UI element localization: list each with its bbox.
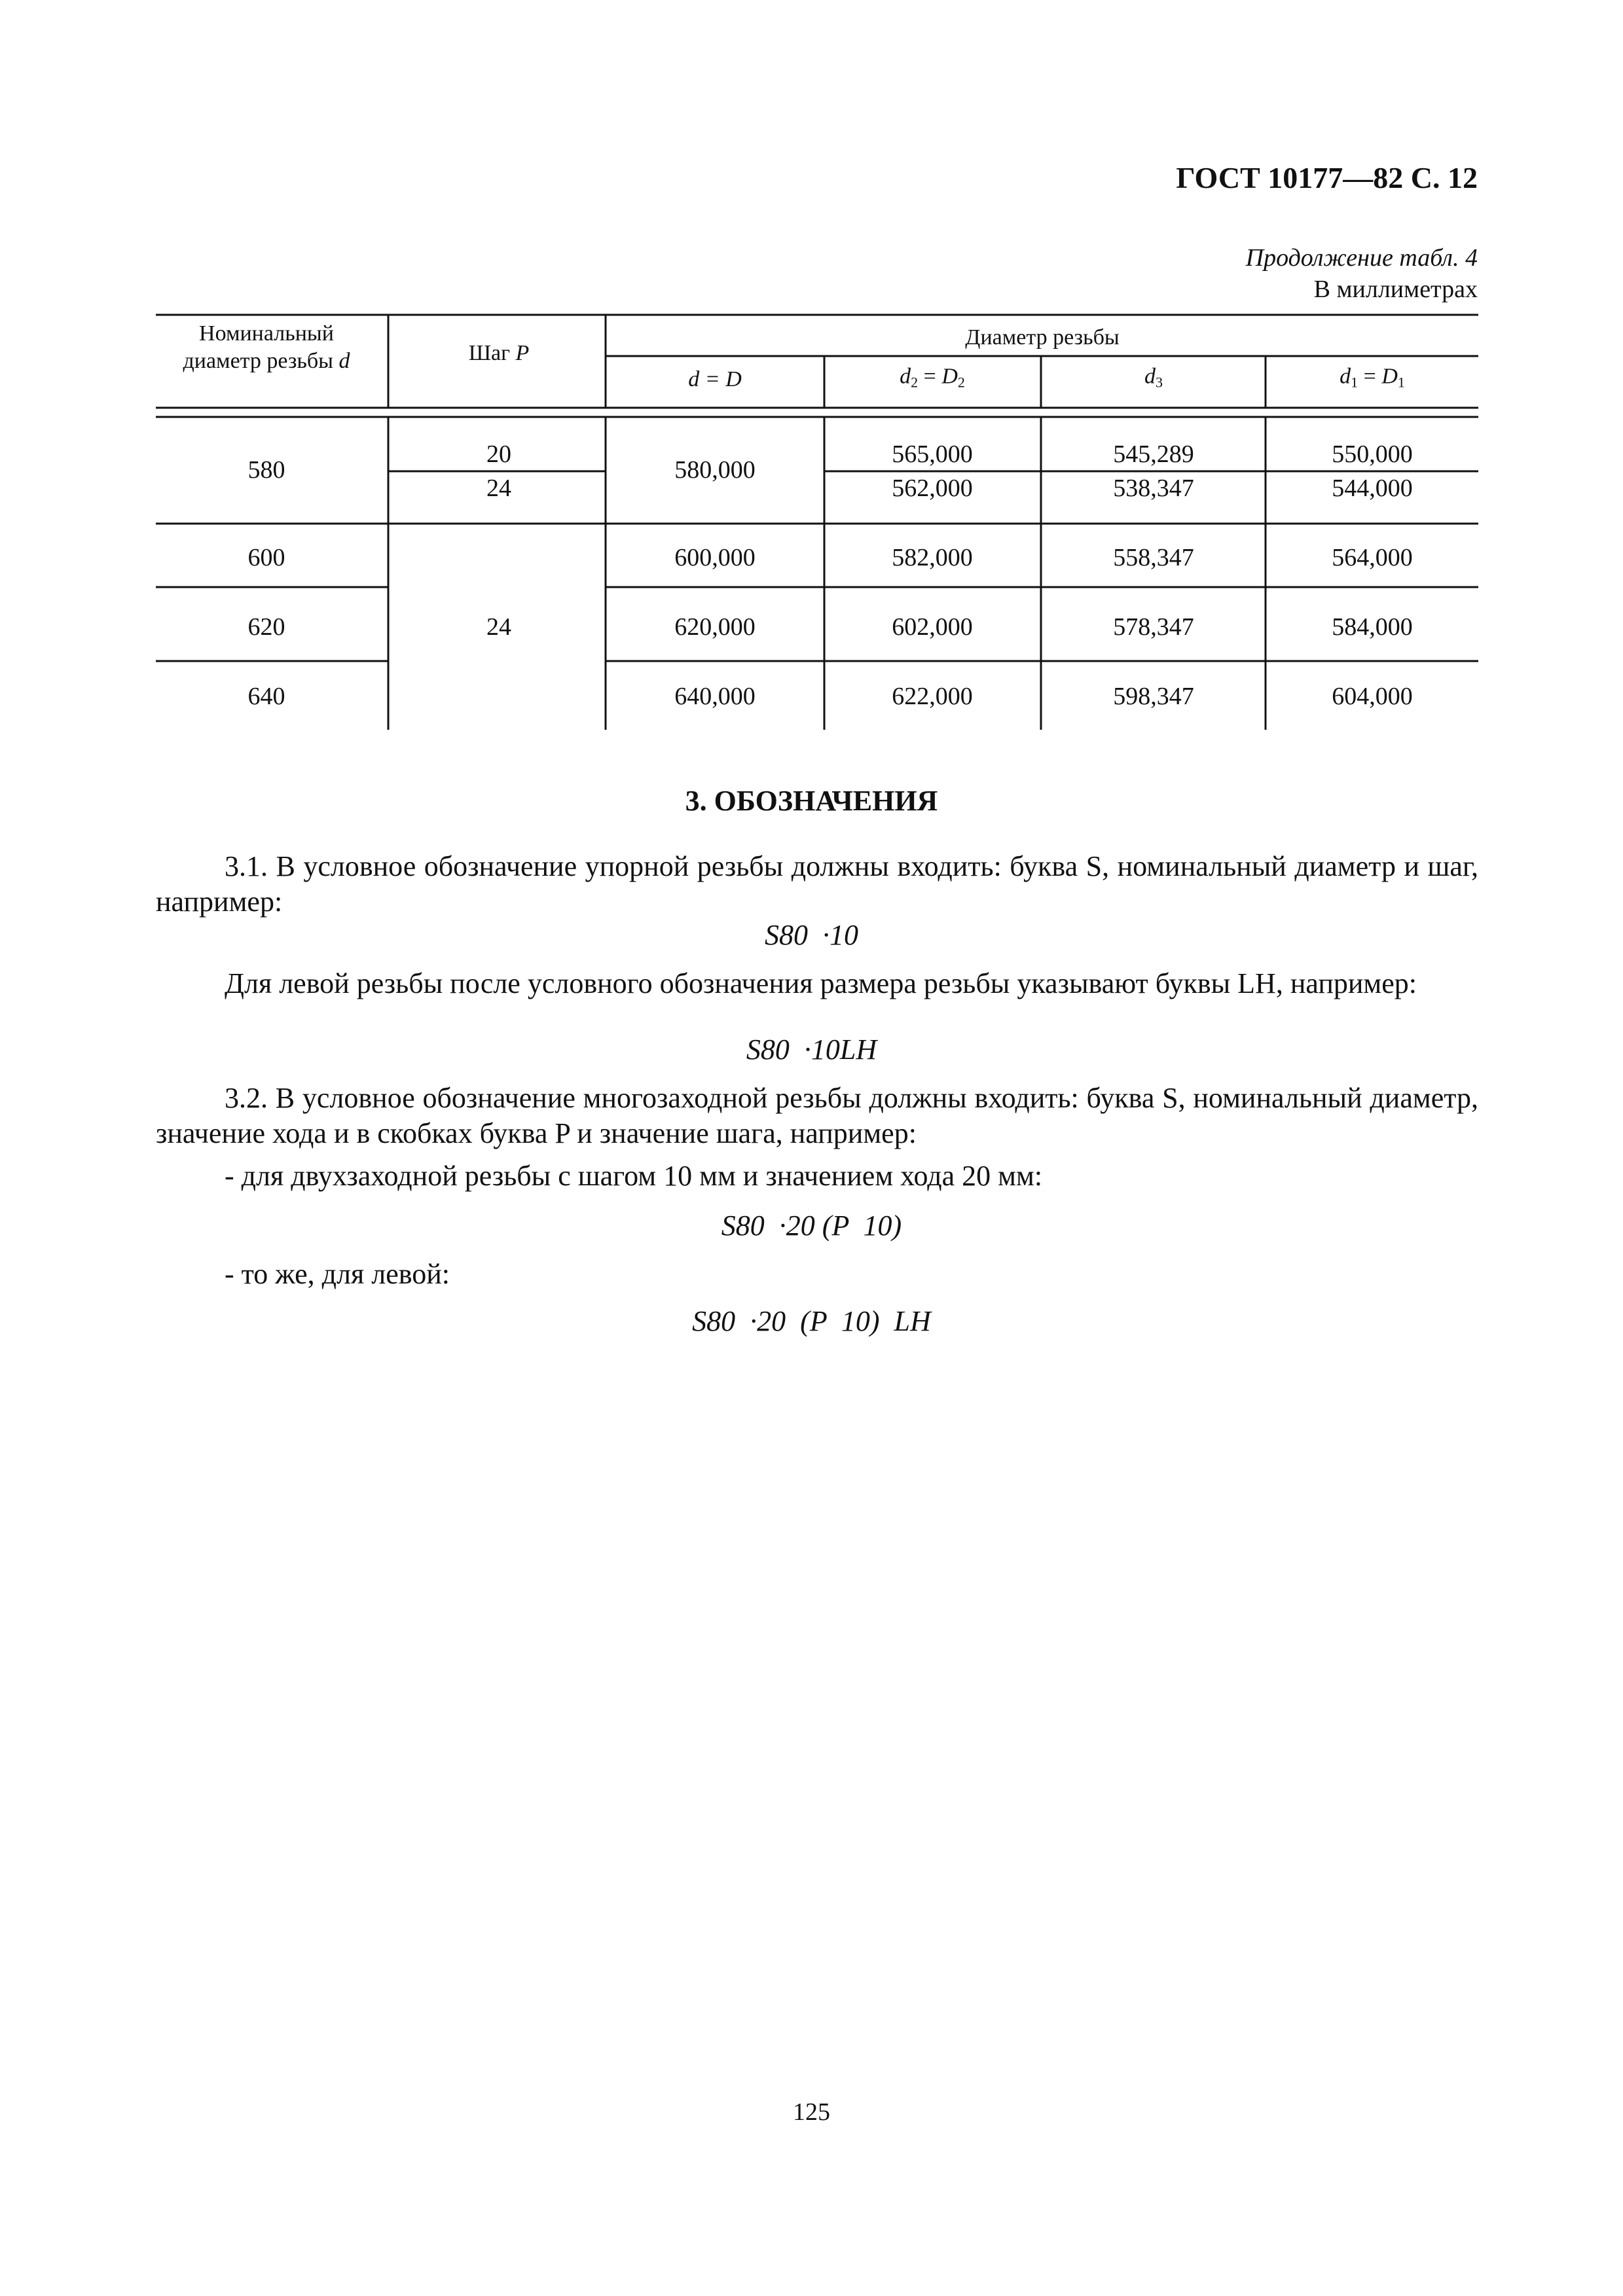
paragraph-3-1 bbox=[156, 849, 1478, 920]
table-cell-nominal: 580 bbox=[247, 456, 285, 484]
section-title: 3. ОБОЗНАЧЕНИЯ bbox=[685, 785, 938, 817]
header-nominal-diameter bbox=[183, 320, 350, 375]
table-cell-nominal: 620 bbox=[247, 613, 285, 641]
table-cell-d1: 584,000 bbox=[1332, 613, 1413, 641]
header-d2-sub-a: 2 bbox=[911, 374, 919, 391]
paragraph-3-1-text: 3.1. В условное обозначение упорной резьбы должны входить: буква S, номинальный диаметр и шаг, например: bbox=[156, 850, 1478, 918]
table-cell-d: 580,000 bbox=[674, 456, 756, 484]
header-d1-sub-a: 1 bbox=[1351, 374, 1359, 391]
paragraph-left-thread-text: Для левой резьбы после условного обозначения размера резьбы указывают буквы LH, например: bbox=[225, 967, 1417, 999]
header-d2-eq: = bbox=[918, 364, 942, 389]
header-thread-diameter: Диаметр резьбы bbox=[965, 325, 1120, 350]
formula-example-4: S80 ·20 (P 10) LH bbox=[692, 1305, 931, 1337]
header-nominal-line2: диаметр резьбы bbox=[183, 349, 334, 373]
table-cell-nominal: 600 bbox=[247, 544, 285, 571]
header-pitch-label: Шаг bbox=[468, 341, 511, 365]
paragraph-same-left-text: - то же, для левой: bbox=[225, 1258, 450, 1290]
header-nominal-var: d bbox=[338, 349, 350, 373]
table-cell-d2: 602,000 bbox=[892, 613, 973, 641]
table-cell-d3: 558,347 bbox=[1113, 544, 1194, 571]
header-d2-b: D bbox=[941, 364, 958, 389]
header-d2-a: d bbox=[900, 364, 911, 389]
table-cell-d2: 622,000 bbox=[892, 683, 973, 710]
header-pitch bbox=[469, 340, 530, 367]
table-cell-d: 640,000 bbox=[674, 683, 756, 710]
table-cell-d2: 582,000 bbox=[892, 544, 973, 571]
table-cell-d1: 544,000 bbox=[1332, 475, 1413, 502]
header-d1-sub-b: 1 bbox=[1397, 374, 1405, 391]
formula-example-1: S80 ·10 bbox=[765, 919, 858, 951]
header-pitch-var: P bbox=[515, 341, 530, 365]
paragraph-two-start-text: - для двухзаходной резьбы с шагом 10 мм и значением хода 20 мм: bbox=[225, 1160, 1043, 1192]
header-d1-b: D bbox=[1381, 364, 1398, 389]
header-d1-a: d bbox=[1340, 364, 1351, 389]
table-cell-d3: 538,347 bbox=[1113, 475, 1194, 502]
header-nominal-line1: Номинальный bbox=[199, 321, 334, 346]
table-cell-pitch: 24 bbox=[486, 613, 511, 641]
table-cell-d: 600,000 bbox=[674, 544, 756, 571]
page-header-title: ГОСТ 10177—82 С. 12 bbox=[1176, 161, 1478, 194]
header-col-d: d = D bbox=[688, 367, 742, 391]
formula-example-2: S80 ·10LH bbox=[746, 1033, 877, 1066]
table-cell-d2: 562,000 bbox=[892, 475, 973, 502]
table-cell-nominal: 640 bbox=[247, 683, 285, 710]
header-d3-sub: 3 bbox=[1156, 374, 1163, 391]
paragraph-two-start bbox=[156, 1158, 1478, 1194]
page-number: 125 bbox=[793, 2098, 830, 2126]
table-cell-d3: 545,289 bbox=[1113, 440, 1194, 468]
paragraph-3-2 bbox=[156, 1081, 1478, 1151]
paragraph-3-2-text: 3.2. В условное обозначение многозаходной резьбы должны входить: буква S, номинальный диаметр, значение хода и в скобках буква P и значение шага, например: bbox=[156, 1082, 1478, 1149]
formula-example-3: S80 ·20 (P 10) bbox=[721, 1210, 902, 1242]
paragraph-left-thread bbox=[156, 966, 1478, 1001]
table-units-label: В миллиметрах bbox=[1313, 276, 1478, 303]
header-d2-sub-b: 2 bbox=[957, 374, 965, 391]
table-cell-d1: 550,000 bbox=[1332, 440, 1413, 468]
table-continuation-label: Продолжение табл. 4 bbox=[1245, 244, 1478, 272]
table-cell-d3: 598,347 bbox=[1113, 683, 1194, 710]
header-d3: d bbox=[1144, 364, 1156, 389]
table-cell-pitch: 20 bbox=[486, 440, 511, 468]
table-cell-d3: 578,347 bbox=[1113, 613, 1194, 641]
header-col-d3 bbox=[1144, 363, 1163, 397]
header-col-d2 bbox=[900, 363, 965, 397]
table-cell-d1: 604,000 bbox=[1332, 683, 1413, 710]
table-cell-d: 620,000 bbox=[674, 613, 756, 641]
paragraph-same-left bbox=[156, 1257, 1478, 1292]
table-cell-d2: 565,000 bbox=[892, 440, 973, 468]
table-cell-d1: 564,000 bbox=[1332, 544, 1413, 571]
header-d1-eq: = bbox=[1358, 364, 1382, 389]
header-col-d1 bbox=[1340, 363, 1405, 397]
table-cell-pitch: 24 bbox=[486, 475, 511, 502]
